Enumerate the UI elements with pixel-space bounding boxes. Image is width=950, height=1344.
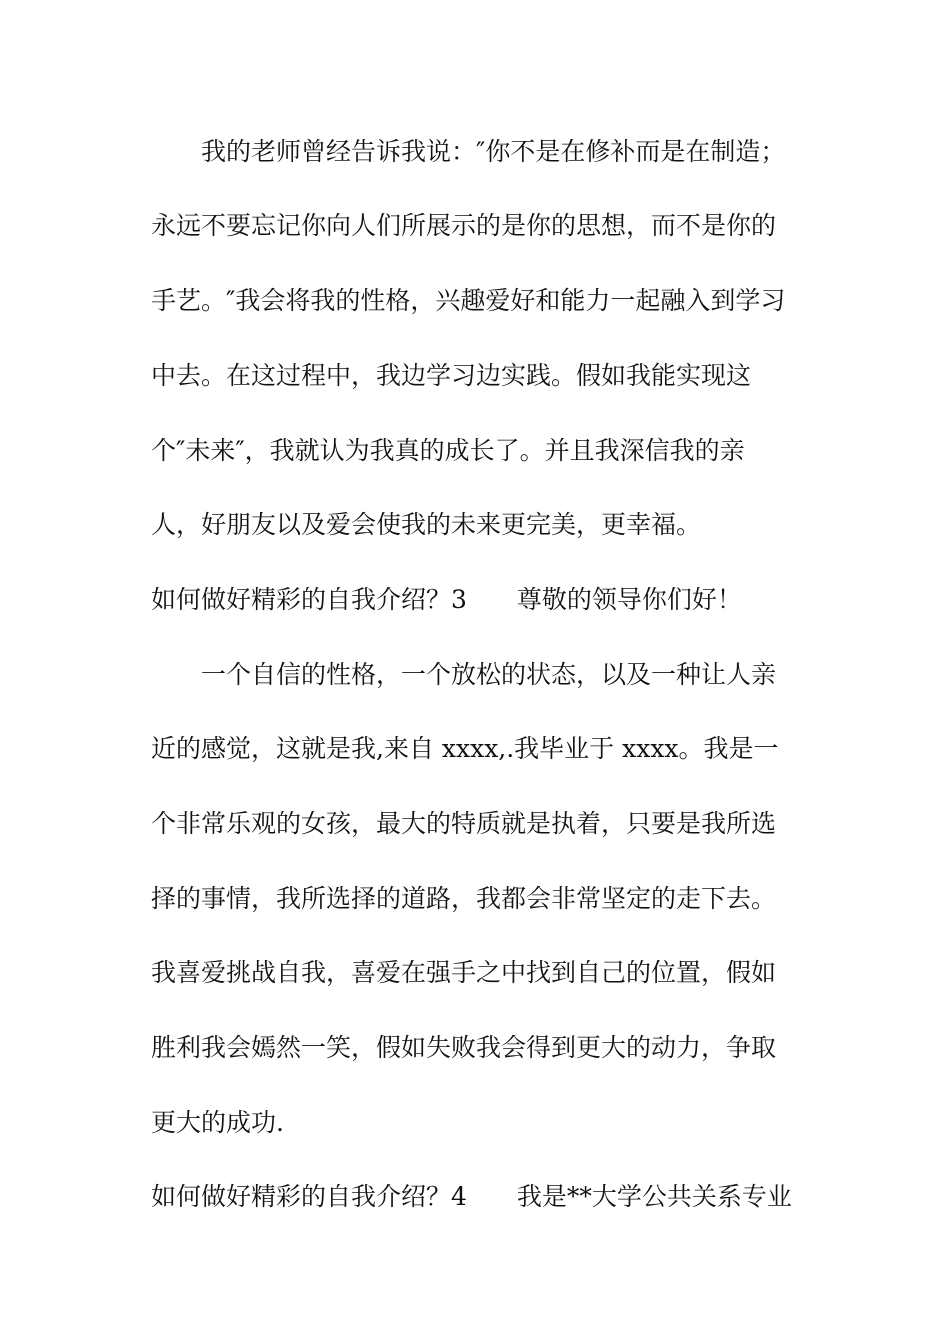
text-line: 更大的成功. [151,1108,284,1137]
text-line: 人，好朋友以及爱会使我的未来更完美，更幸福。 [151,510,702,539]
text-line: 一个自信的性格，一个放松的状态，以及一种让人亲 [201,660,777,689]
text-line: 中去。在这过程中，我边学习边实践。假如我能实现这 [151,361,752,390]
text-line: 永远不要忘记你向人们所展示的是你的思想，而不是你的 [151,211,777,240]
text-line: 近的感觉，这就是我,来自 xxxx,.我毕业于 xxxx。我是一 [151,734,779,763]
text-line: 我喜爱挑战自我，喜爱在强手之中找到自己的位置，假如 [151,958,777,987]
text-line: 择的事情，我所选择的道路，我都会非常坚定的走下去。 [151,884,777,913]
text-line: 个″未来″，我就认为我真的成长了。并且我深信我的亲 [151,436,745,465]
text-line: 个非常乐观的女孩，最大的特质就是执着，只要是我所选 [151,809,777,838]
section-heading-4: 如何做好精彩的自我介绍？4 我是**大学公共关系专业 [151,1182,792,1211]
text-line: 胜利我会嫣然一笑，假如失败我会得到更大的动力，争取 [151,1033,777,1062]
section-heading-3: 如何做好精彩的自我介绍？3 尊敬的领导你们好！ [151,585,742,614]
text-line: 手艺。″我会将我的性格，兴趣爱好和能力一起融入到学习 [151,286,786,315]
text-line: 我的老师曾经告诉我说：″你不是在修补而是在制造； [201,137,786,166]
